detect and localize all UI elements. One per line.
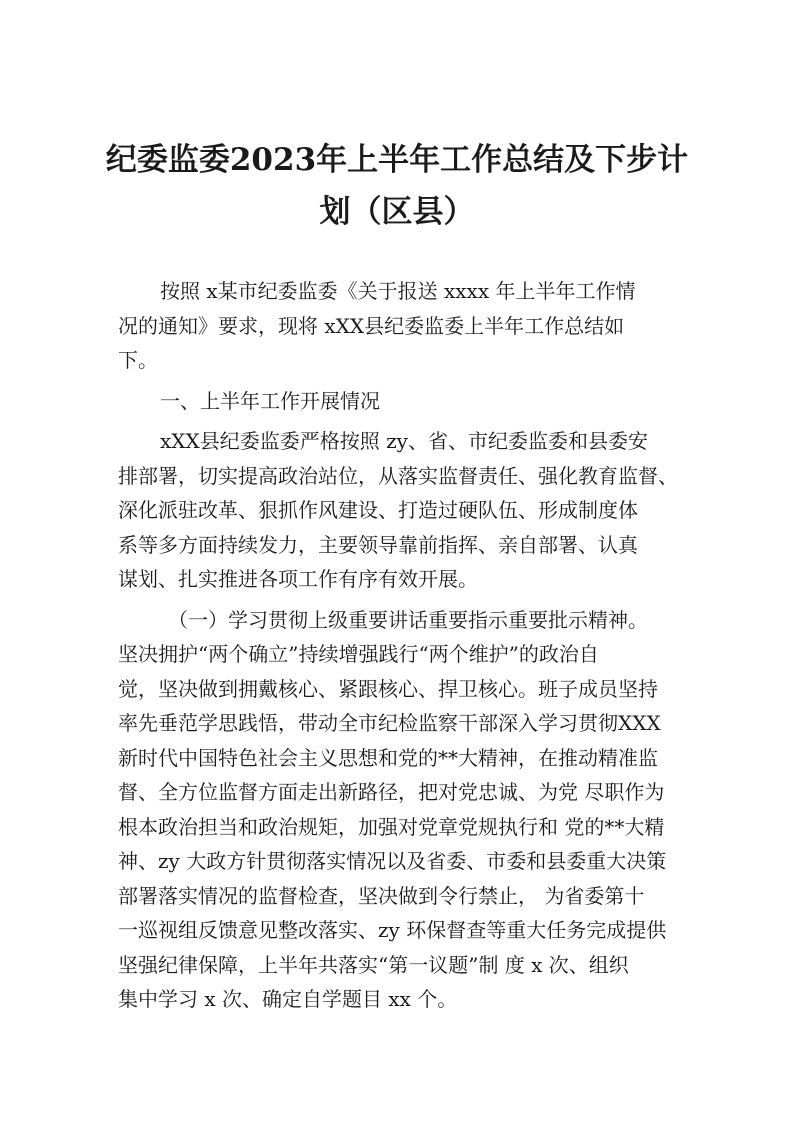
- paragraph-intro: [118, 274, 698, 378]
- section-heading-text: 一、上半年工作开展情况: [160, 388, 380, 413]
- paragraph-line: 谋划、扎实推进各项工作有序有效开展。: [118, 567, 478, 591]
- paragraph-line: 率先垂范学思践悟，带动全市纪检监察干部深入学习贯彻XXX: [118, 711, 661, 735]
- paragraph-line: 根本政治担当和政治规矩，加强对党章党规执行和 党的**大精: [118, 814, 665, 839]
- section-heading: [118, 384, 698, 419]
- document-title-line-2: 划（区县）: [319, 194, 475, 230]
- paragraph-line: 况的通知》要求，现将 xXX县纪委监委上半年工作总结如: [118, 313, 625, 338]
- paragraph-line: 坚强纪律保障，上半年共落实“第一议题”制 度 x 次、组织: [118, 952, 629, 977]
- document-title-line-1: 纪委监委2023年上半年工作总结及下步计: [105, 142, 689, 178]
- paragraph-line: 排部署，切实提高政治站位，从落实监督责任、强化教育监督、: [118, 463, 678, 488]
- paragraph-line: 部署落实情况的监督检查，坚决做到令行禁止， 为省委第十: [118, 883, 645, 908]
- paragraph-line: 神、zy 大政方针贯彻落实情况以及省委、市委和县委重大决策: [118, 849, 667, 873]
- document-body: [118, 274, 698, 1017]
- paragraph-line: 觉，坚决做到拥戴核心、紧跟核心、捍卫核心。班子成员坚持: [118, 676, 658, 701]
- paragraph-line: 深化派驻改革、狠抓作风建设、打造过硬队伍、形成制度体: [118, 498, 638, 522]
- paragraph-line: 一巡视组反馈意见整改落实、zy 环保督查等重大任务完成提供: [118, 918, 667, 942]
- paragraph-overview: [118, 424, 698, 597]
- paragraph-line: 坚决拥护“两个确立”持续增强践行“两个维护”的政治自: [118, 642, 599, 666]
- paragraph-line: 按照 x某市纪委监委《关于报送 xxxx 年上半年工作情: [160, 279, 636, 303]
- subsection-heading-line: （一）学习贯彻上级重要讲话重要指示重要批示精神。: [168, 607, 648, 632]
- paragraph-line: xXX县纪委监委严格按照 zy、省、市纪委监委和县委安: [160, 429, 648, 453]
- paragraph-line: 下。: [118, 348, 158, 372]
- paragraph-line: 新时代中国特色社会主义思想和党的**大精神，在推动精准监: [118, 745, 658, 770]
- paragraph-study: [118, 603, 698, 1017]
- paragraph-line: 督、全方位监督方面走出新路径，把对党忠诚、为党 尽职作为: [118, 780, 665, 804]
- paragraph-line: 集中学习 x 次、确定自学题目 xx 个。: [118, 987, 458, 1011]
- paragraph-line: 系等多方面持续发力，主要领导靠前指挥、亲自部署、认真: [118, 532, 638, 557]
